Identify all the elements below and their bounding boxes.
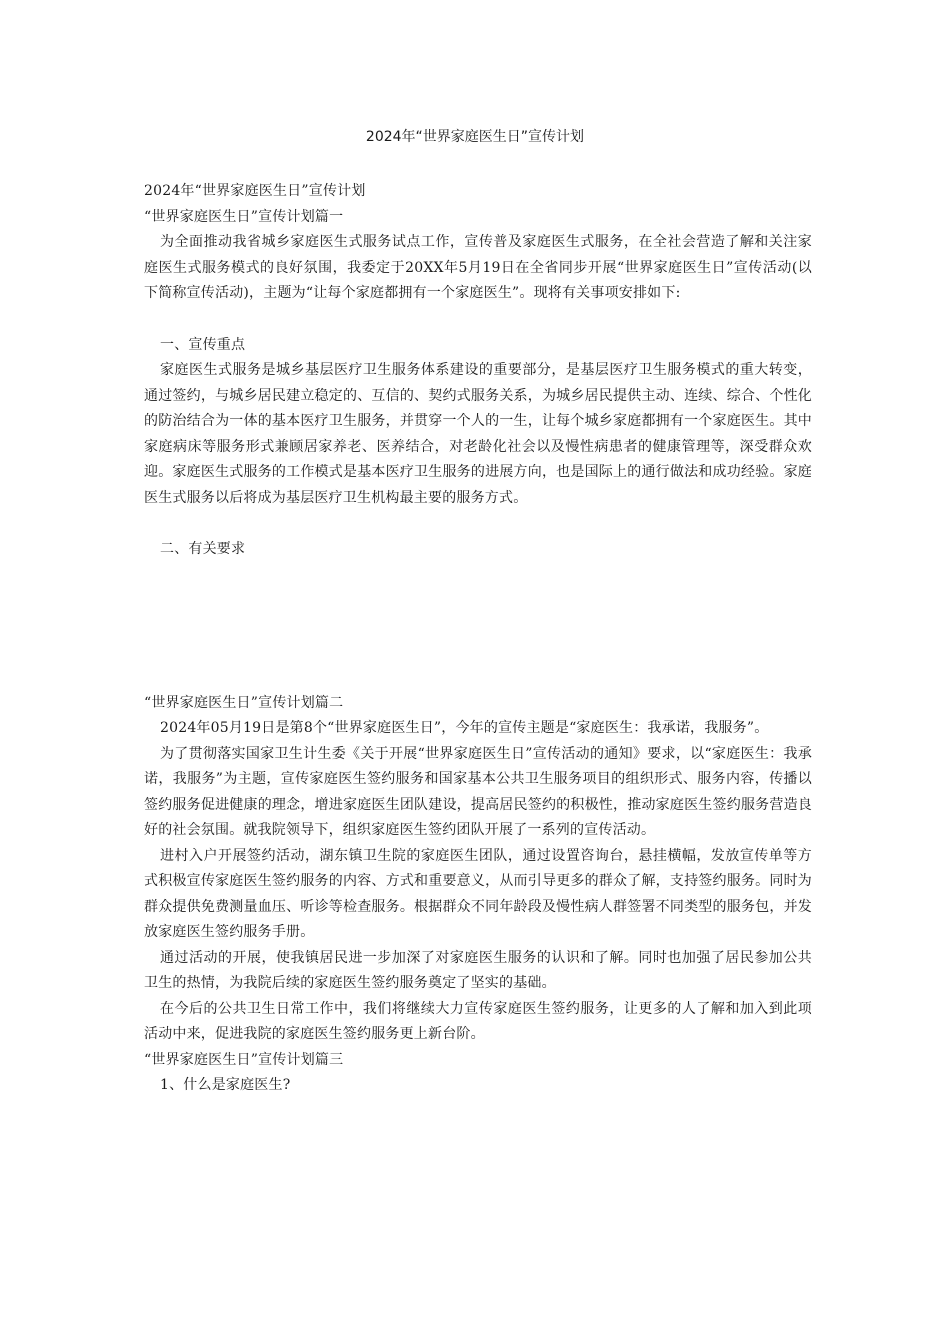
document-subtitle: 2024年“世界家庭医生日”宣传计划 [144, 183, 366, 199]
part2-paragraph-3: 进村入户开展签约活动，湖东镇卫生院的家庭医生团队，通过设置咨询台，悬挂横幅，发放宣传单等方式积极宣传家庭医生签约服务的内容、方式和重要意义，从而引导更多的群众了解，支持签约服务。同时为群众提供免费测量血压、听诊等检查服务。根据群众不同年龄段及慢性病人群签署不同类型的服务包，并发放家庭医生签约服务手册。 [144, 847, 812, 940]
part1-heading: “世界家庭医生日”宣传计划篇一 [144, 208, 344, 225]
part2-paragraph-4: 通过活动的开展，使我镇居民进一步加深了对家庭医生服务的认识和了解。同时也加强了居民参加公共卫生的热情，为我院后续的家庭医生签约服务奠定了坚实的基础。 [144, 949, 812, 991]
document-body [144, 179, 812, 1099]
part2-paragraph-5: 在今后的公共卫生日常工作中，我们将继续大力宣传家庭医生签约服务，让更多的人了解和加入到此项活动中来，促进我院的家庭医生签约服务更上新台阶。 [144, 1000, 812, 1042]
section1-body-paragraph: 家庭医生式服务是城乡基层医疗卫生服务体系建设的重要部分，是基层医疗卫生服务模式的重大转变，通过签约，与城乡居民建立稳定的、互信的、契约式服务关系，为城乡居民提供主动、连续、综合、个性化的防治结合为一体的基本医疗卫生服务，并贯穿一个人的一生，让每个城乡家庭都拥有一个家庭医生。其中家庭病床等服务形式兼顾居家养老、医养结合，对老龄化社会以及慢性病患者的健康管理等，深受群众欢迎。家庭医生式服务的工作模式是基本医疗卫生服务的进展方向，也是国际上的通行做法和成功经验。家庭医生式服务以后将成为基层医疗卫生机构最主要的服务方式。 [144, 362, 812, 506]
spacer [144, 307, 812, 333]
part3-question-1: 1、什么是家庭医生? [160, 1077, 291, 1093]
part2-paragraph-1: 2024年05月19日是第8个“世界家庭医生日”，今年的宣传主题是“家庭医生：我承诺，我服务”。 [160, 720, 769, 736]
section2-title: 二、有关要求 [160, 541, 246, 557]
spacer [144, 563, 812, 691]
section1-title: 一、宣传重点 [160, 336, 246, 353]
part2-paragraph-2: 为了贯彻落实国家卫生计生委《关于开展“世界家庭医生日”宣传活动的通知》要求，以“家庭医生：我承诺，我服务”为主题，宣传家庭医生签约服务和国家基本公共卫生服务项目的组织形式、服务内容，传播以签约服务促进健康的理念，增进家庭医生团队建设，提高居民签约的积极性，推动家庭医生签约服务营造良好的社会氛围。就我院领导下，组织家庭医生签约团队开展了一系列的宣传活动。 [144, 745, 812, 838]
spacer [144, 511, 812, 537]
part3-heading: “世界家庭医生日”宣传计划篇三 [144, 1051, 344, 1068]
part1-intro-paragraph: 为全面推动我省城乡家庭医生式服务试点工作，宣传普及家庭医生式服务，在全社会营造了解和关注家庭医生式服务模式的良好氛围，我委定于20XX年5月19日在全省同步开展“世界家庭医生日”宣传活动(以下简称宣传活动)，主题为“让每个家庭都拥有一个家庭医生”。现将有关事项安排如下: [144, 234, 812, 301]
part2-heading: “世界家庭医生日”宣传计划篇二 [144, 694, 344, 711]
document-title: 2024年“世界家庭医生日”宣传计划 [365, 129, 585, 145]
